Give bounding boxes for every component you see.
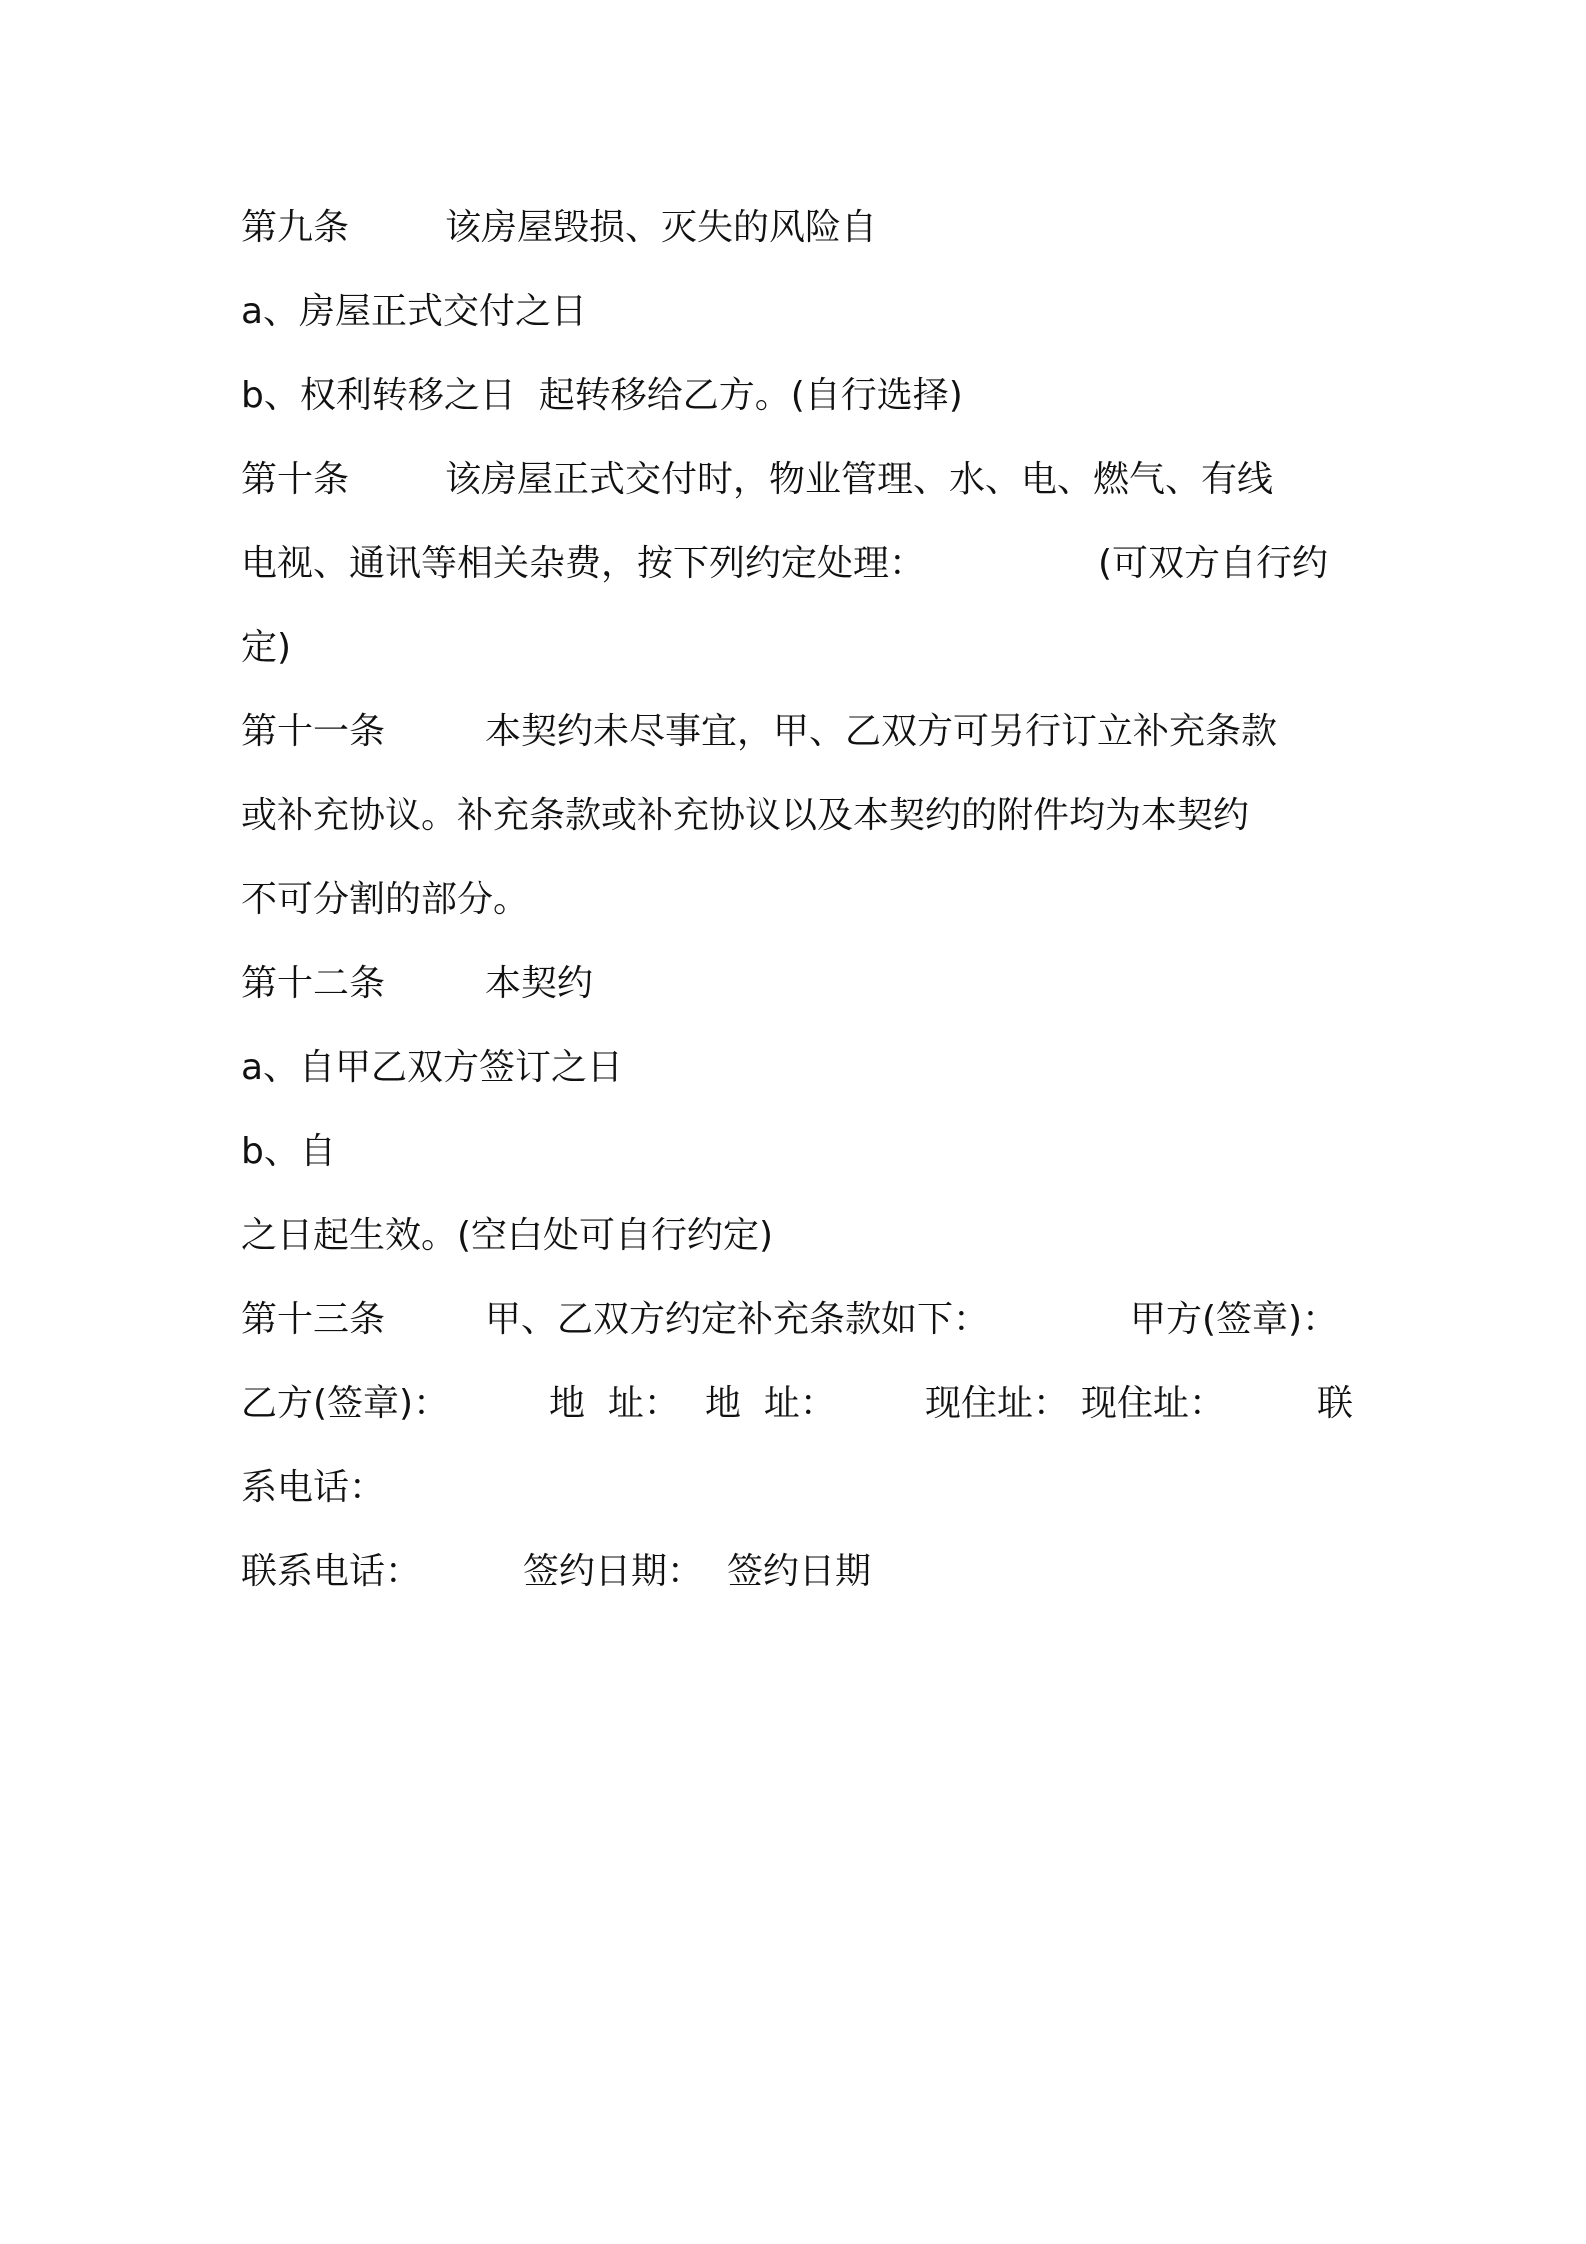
article11-line1: 本契约未尽事宜，甲、乙双方可另行订立补充条款: [485, 711, 1278, 752]
address-label-1: 地 址：: [549, 1383, 680, 1424]
article13-label: 第十三条: [241, 1299, 386, 1340]
residence-label-2: 现住址：: [1081, 1383, 1226, 1424]
article9-option-b: b、权利转移之日 起转移给乙方。(自行选择): [241, 375, 963, 416]
contact-label-1-end: 系电话：: [241, 1467, 386, 1508]
article11-line2: 或补充协议。补充条款或补充协议以及本契约的附件均为本契约: [241, 795, 1250, 836]
article10-line2-right: (可双方自行约: [1098, 543, 1329, 584]
article10-line3: 定): [241, 627, 292, 668]
article10-line1: 该房屋正式交付时，物业管理、水、电、燃气、有线: [445, 459, 1274, 500]
sign-date-label-1: 签约日期：: [523, 1551, 704, 1592]
article9-option-a: a、房屋正式交付之日: [241, 291, 588, 332]
article13-text: 甲、乙双方约定补充条款如下：: [485, 1299, 990, 1340]
article12-option-b: b、自: [241, 1131, 336, 1172]
article12-text: 本契约: [485, 963, 594, 1004]
article11-label: 第十一条: [241, 711, 386, 752]
contact-label-2: 联系电话：: [241, 1551, 422, 1592]
party-b-sign: 乙方(签章)：: [241, 1383, 450, 1424]
article12-option-a: a、自甲乙双方签订之日: [241, 1047, 624, 1088]
article12-effect: 之日起生效。(空白处可自行约定): [241, 1215, 774, 1256]
article9-text: 该房屋毁损、灭失的风险自: [445, 207, 878, 248]
article11-line3: 不可分割的部分。: [241, 879, 530, 920]
residence-label-1: 现住址：: [925, 1383, 1070, 1424]
article9-label: 第九条: [241, 207, 350, 248]
contact-label-1-start: 联: [1317, 1383, 1354, 1424]
article12-label: 第十二条: [241, 963, 386, 1004]
sign-date-label-2: 签约日期: [727, 1551, 872, 1592]
article10-line2-left: 电视、通讯等相关杂费，按下列约定处理：: [241, 543, 926, 584]
address-label-2: 地 址：: [705, 1383, 836, 1424]
article10-label: 第十条: [241, 459, 350, 500]
party-a-sign: 甲方(签章)：: [1130, 1299, 1339, 1340]
